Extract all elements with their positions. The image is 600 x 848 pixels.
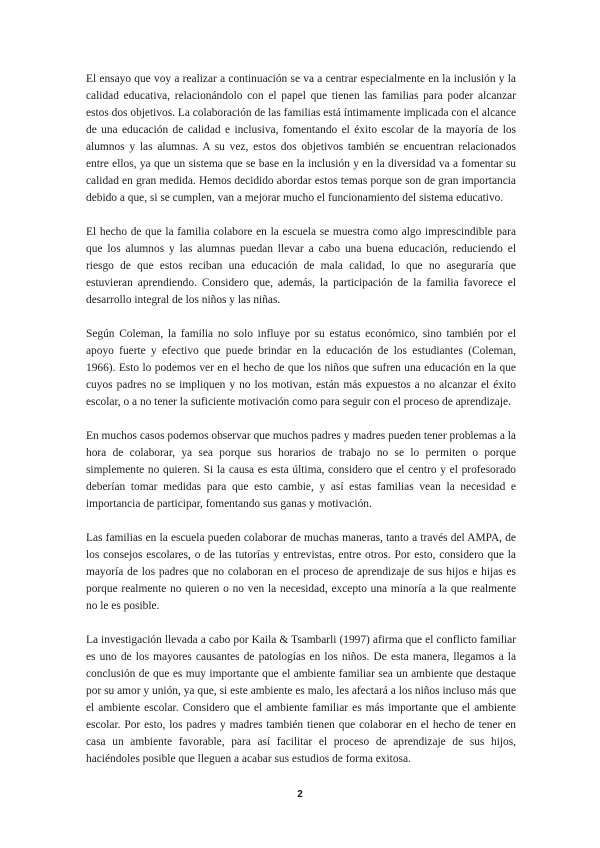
page-number: 2 <box>297 789 303 800</box>
paragraph-6: La investigación llevada a cabo por Kaila & Tsambarli (1997) afirma que el conflicto familiar es uno de los mayores causantes de patologías en los niños. De esta manera, llegamos a la conclusión de que es muy importante que el ambiente familiar sea un ambiente que destaque por su amor y unión, ya que, si este ambiente es malo, les afectará a los niños incluso más que el ambiente escolar. Considero que el ambiente familiar es más importante que el ambiente escolar. Por esto, los padres y madres también tienen que colaborar en el hecho de tener en casa un ambiente favorable, para así facilitar el proceso de aprendizaje de sus hijos, haciéndoles posible que lleguen a acabar sus estudios de forma exitosa. <box>86 634 516 765</box>
paragraph-1: El ensayo que voy a realizar a continuación se va a centrar especialmente en la inclusión y la calidad educativa, relacionándolo con el papel que tienen las familias para poder alcanzar estos dos objetivos. La colaboración de las familias está íntimamente implicada con el alcance de una educación de calidad e inclusiva, fomentando el éxito escolar de la mayoría de los alumnos y las alumnas. A su vez, estos dos objetivos también se encuentran relacionados entre ellos, ya que un sistema que se base en la inclusión y en la diversidad va a fomentar su calidad en gran medida. Hemos decidido abordar estos temas porque son de gran importancia debido a que, si se cumplen, van a mejorar mucho el funcionamiento del sistema educativo. <box>86 73 516 204</box>
paragraph-3: Según Coleman, la familia no solo influye por su estatus económico, sino también por el apoyo fuerte y efectivo que puede brindar en la educación de los estudiantes (Coleman, 1966). Esto lo podemos ver en el hecho de que los niños que sufren una educación en la que cuyos padres no se impliquen y no los motivan, están más expuestos a no alcanzar el éxito escolar, o a no tener la suficiente motivación como para seguir con el proceso de aprendizaje. <box>86 328 516 408</box>
paragraph-2: El hecho de que la familia colabore en la escuela se muestra como algo imprescindible para que los alumnos y las alumnas puedan llevar a cabo una buena educación, reduciendo el riesgo de que estos reciban una educación de mala calidad, lo que no aseguraría que estuvieran aprendiendo. Considero que, además, la participación de la familia favorece el desarrollo integral de los niños y las niñas. <box>86 226 516 306</box>
body-text <box>86 71 516 785</box>
paragraph-5: Las familias en la escuela pueden colaborar de muchas maneras, tanto a través del AMPA, de los consejos escolares, o de las tutorías y entrevistas, entre otros. Por esto, considero que la mayoría de los padres que no colaboran en el proceso de aprendizaje de sus hijos e hijas es porque realmente no quieren o no ven la necesidad, excepto una minoría a la que realmente no le es posible. <box>86 532 516 612</box>
paragraph-4: En muchos casos podemos observar que muchos padres y madres pueden tener problemas a la hora de colaborar, ya sea porque sus horarios de trabajo no se lo permiten o porque simplemente no quieren. Si la causa es esta última, considero que el centro y el profesorado deberían tomar medidas para que esto cambie, y así estas familias vean la necesidad e importancia de participar, fomentando sus ganas y motivación. <box>86 430 516 510</box>
